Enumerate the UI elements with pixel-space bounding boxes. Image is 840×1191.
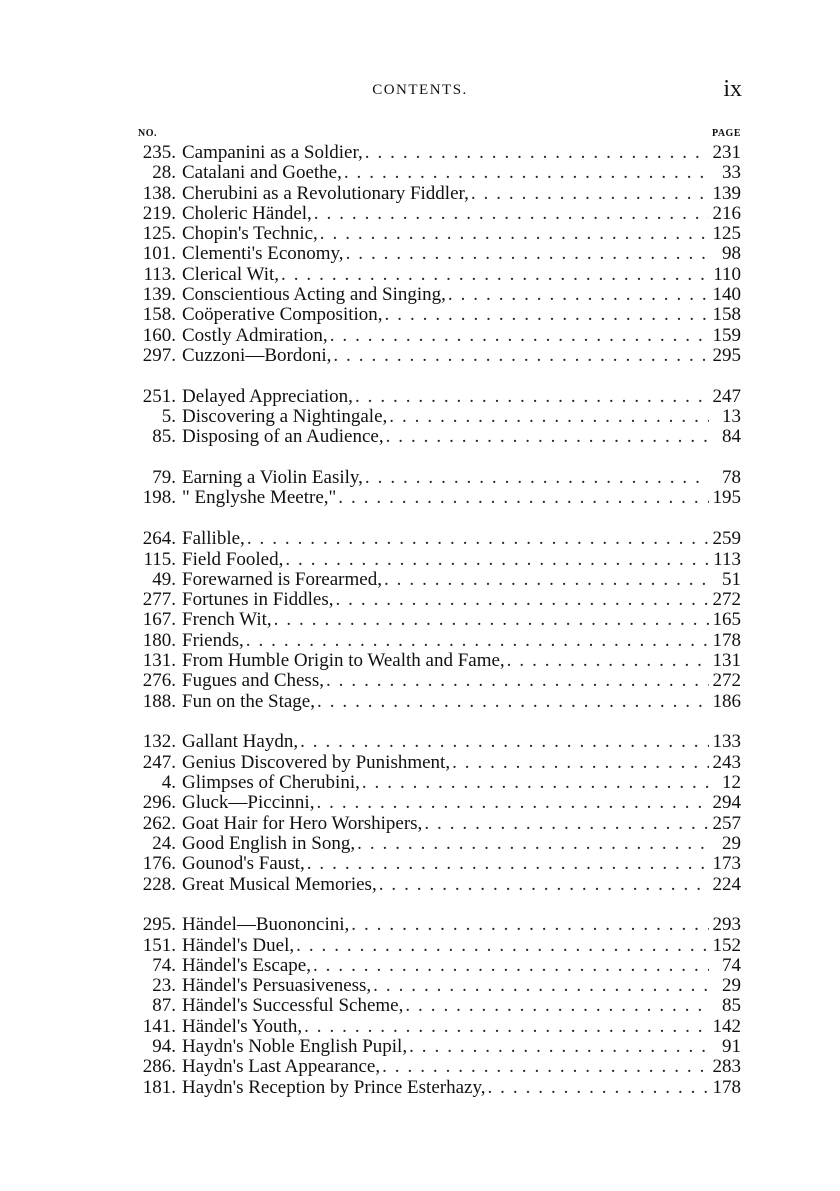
entry-number: 4.: [161, 772, 176, 794]
entry-page: 293: [712, 914, 741, 936]
toc-group: [134, 529, 741, 712]
entry-page: 158: [712, 304, 741, 326]
column-headings: [134, 128, 741, 142]
toc-entry: [134, 387, 741, 407]
entry-number: 151.: [142, 934, 176, 956]
entry-number: 87.: [152, 995, 176, 1017]
entry-title: Clerical Wit,: [182, 263, 280, 285]
toc-entry: [134, 875, 741, 895]
entry-page: 13: [722, 406, 741, 428]
toc-entry: [134, 244, 741, 264]
dot-leader: [314, 204, 709, 224]
dot-leader: [362, 773, 709, 793]
dot-leader: [384, 570, 709, 590]
toc-entry: [134, 488, 741, 508]
entry-number: 85.: [152, 426, 176, 448]
page-number: ix: [723, 76, 742, 102]
entry-page: 51: [722, 568, 741, 590]
toc-entry: [134, 793, 741, 813]
toc-entry: [134, 326, 741, 346]
entry-page: 12: [722, 772, 741, 794]
toc-entry: [134, 834, 741, 854]
entry-page: 243: [712, 751, 741, 773]
dot-leader: [351, 915, 709, 935]
dot-leader: [246, 631, 709, 651]
toc-entry: [134, 550, 741, 570]
dot-leader: [382, 1057, 709, 1077]
entry-number: 28.: [152, 162, 176, 184]
toc-entry: [134, 1078, 741, 1098]
dot-leader: [317, 692, 709, 712]
entry-title: Choleric Händel,: [182, 202, 312, 224]
entry-page: 294: [712, 792, 741, 814]
entry-page: 224: [712, 873, 741, 895]
entry-title: Cuzzoni—Bordoni,: [182, 344, 332, 366]
entry-number: 167.: [142, 609, 176, 631]
toc-entry: [134, 163, 741, 183]
toc-entry: [134, 814, 741, 834]
entry-page: 259: [712, 528, 741, 550]
entry-page: 283: [712, 1056, 741, 1078]
dot-leader: [365, 468, 709, 488]
entry-page: 29: [722, 975, 741, 997]
toc-entry: [134, 468, 741, 488]
entry-page: 78: [722, 467, 741, 489]
toc-entry: [134, 732, 741, 752]
dot-leader: [338, 488, 709, 508]
entry-title: Fugues and Chess,: [182, 670, 324, 692]
entry-number: 131.: [142, 650, 176, 672]
entry-number: 262.: [142, 812, 176, 834]
dot-leader: [313, 956, 709, 976]
dot-leader: [355, 387, 709, 407]
entry-title: Gounod's Faust,: [182, 853, 305, 875]
entry-title: Cherubini as a Revolutionary Fiddler,: [182, 182, 469, 204]
entry-page: 29: [722, 832, 741, 854]
toc-entry: [134, 956, 741, 976]
toc-entry: [134, 915, 741, 935]
entry-number: 101.: [142, 243, 176, 265]
entry-page: 98: [722, 243, 741, 265]
entry-number: 74.: [152, 954, 176, 976]
entry-number: 276.: [142, 670, 176, 692]
entry-number: 94.: [152, 1036, 176, 1058]
dot-leader: [386, 427, 709, 447]
dot-leader: [424, 814, 709, 834]
entry-title: Earning a Violin Easily,: [182, 467, 363, 489]
entry-number: 115.: [143, 548, 176, 570]
entry-title: Händel's Persuasiveness,: [182, 975, 372, 997]
entry-page: 152: [712, 934, 741, 956]
entry-page: 257: [712, 812, 741, 834]
toc-entry: [134, 996, 741, 1016]
entry-number: 160.: [142, 324, 176, 346]
entry-page: 33: [722, 162, 741, 184]
toc-entry: [134, 1057, 741, 1077]
dot-leader: [385, 305, 709, 325]
dot-leader: [320, 224, 709, 244]
dot-leader: [357, 834, 709, 854]
table-of-contents: [134, 143, 741, 1098]
toc-entry: [134, 1037, 741, 1057]
dot-leader: [365, 143, 709, 163]
dot-leader: [373, 976, 709, 996]
dot-leader: [247, 529, 709, 549]
toc-entry: [134, 671, 741, 691]
entry-title: Händel's Duel,: [182, 934, 295, 956]
toc-entry: [134, 610, 741, 630]
entry-page: 133: [712, 731, 741, 753]
entry-title: Good English in Song,: [182, 832, 356, 854]
page-column-label: PAGE: [711, 128, 741, 139]
entry-title: Fallible,: [182, 528, 245, 550]
entry-title: Händel's Escape,: [182, 954, 311, 976]
toc-entry: [134, 773, 741, 793]
entry-number: 251.: [142, 385, 176, 407]
entry-title: Field Fooled,: [182, 548, 284, 570]
toc-entry: [134, 204, 741, 224]
entry-number: 188.: [142, 690, 176, 712]
dot-leader: [274, 610, 709, 630]
entry-title: Haydn's Last Appearance,: [182, 1056, 381, 1078]
entry-title: Händel's Successful Scheme,: [182, 995, 404, 1017]
entry-number: 141.: [142, 1015, 176, 1037]
running-title: CONTENTS.: [372, 82, 468, 98]
entry-page: 195: [712, 487, 741, 509]
entry-number: 132.: [142, 731, 176, 753]
toc-group: [134, 143, 741, 366]
entry-title: French Wit,: [182, 609, 272, 631]
entry-page: 295: [712, 344, 741, 366]
entry-page: 272: [712, 589, 741, 611]
toc-entry: [134, 651, 741, 671]
toc-entry: [134, 1017, 741, 1037]
entry-title: Catalani and Goethe,: [182, 162, 342, 184]
dot-leader: [379, 875, 709, 895]
entry-number: 296.: [142, 792, 176, 814]
entry-number: 219.: [142, 202, 176, 224]
entry-page: 272: [712, 670, 741, 692]
entry-page: 142: [712, 1015, 741, 1037]
entry-title: Händel—Buononcini,: [182, 914, 350, 936]
toc-entry: [134, 407, 741, 427]
entry-page: 178: [712, 629, 741, 651]
entry-title: Forewarned is Forearmed,: [182, 568, 382, 590]
entry-number: 79.: [152, 467, 176, 489]
entry-title: Haydn's Reception by Prince Esterhazy,: [182, 1076, 486, 1098]
entry-page: 159: [712, 324, 741, 346]
toc-group: [134, 387, 741, 448]
entry-title: Clementi's Economy,: [182, 243, 344, 265]
entry-page: 131: [712, 650, 741, 672]
toc-entry: [134, 143, 741, 163]
dot-leader: [307, 854, 709, 874]
entry-number: 264.: [142, 528, 176, 550]
toc-entry: [134, 570, 741, 590]
entry-page: 140: [712, 284, 741, 306]
toc-entry: [134, 305, 741, 325]
entry-number: 5.: [161, 406, 176, 428]
toc-entry: [134, 976, 741, 996]
toc-entry: [134, 184, 741, 204]
entry-title: Chopin's Technic,: [182, 223, 318, 245]
entry-page: 74: [722, 954, 741, 976]
dot-leader: [285, 550, 709, 570]
entry-title: From Humble Origin to Wealth and Fame,: [182, 650, 505, 672]
entry-title: Genius Discovered by Punishment,: [182, 751, 451, 773]
toc-group: [134, 915, 741, 1098]
dot-leader: [326, 671, 709, 691]
toc-entry: [134, 346, 741, 366]
dot-leader: [487, 1078, 709, 1098]
toc-entry: [134, 224, 741, 244]
entry-number: 277.: [142, 589, 176, 611]
dot-leader: [304, 1017, 709, 1037]
entry-number: 286.: [142, 1056, 176, 1078]
entry-number: 228.: [142, 873, 176, 895]
entry-number: 297.: [142, 344, 176, 366]
dot-leader: [452, 753, 709, 773]
entry-page: 178: [712, 1076, 741, 1098]
entry-title: Fun on the Stage,: [182, 690, 315, 712]
dot-leader: [344, 163, 709, 183]
dot-leader: [316, 793, 709, 813]
entry-title: Discovering a Nightingale,: [182, 406, 388, 428]
dot-leader: [405, 996, 709, 1016]
toc-group: [134, 468, 741, 509]
entry-page: 186: [712, 690, 741, 712]
dot-leader: [448, 285, 709, 305]
entry-number: 180.: [142, 629, 176, 651]
entry-title: Great Musical Memories,: [182, 873, 377, 895]
dot-leader: [471, 184, 709, 204]
entry-title: Haydn's Noble English Pupil,: [182, 1036, 408, 1058]
toc-entry: [134, 529, 741, 549]
entry-number: 23.: [152, 975, 176, 997]
number-column-label: NO.: [138, 128, 157, 139]
dot-leader: [333, 346, 709, 366]
entry-title: Coöperative Composition,: [182, 304, 383, 326]
entry-title: " Englyshe Meetre,": [182, 487, 337, 509]
entry-title: Gallant Haydn,: [182, 731, 299, 753]
toc-entry: [134, 631, 741, 651]
entry-page: 173: [712, 853, 741, 875]
entry-title: Glimpses of Cherubini,: [182, 772, 360, 794]
entry-page: 110: [713, 263, 741, 285]
entry-number: 198.: [142, 487, 176, 509]
entry-page: 165: [712, 609, 741, 631]
toc-group: [134, 732, 741, 894]
entry-number: 158.: [142, 304, 176, 326]
entry-page: 231: [712, 142, 741, 163]
entry-title: Campanini as a Soldier,: [182, 142, 363, 163]
entry-title: Delayed Appreciation,: [182, 385, 353, 407]
toc-entry: [134, 265, 741, 285]
entry-page: 139: [712, 182, 741, 204]
toc-entry: [134, 590, 741, 610]
toc-entry: [134, 854, 741, 874]
entry-page: 216: [712, 202, 741, 224]
entry-number: 181.: [142, 1076, 176, 1098]
entry-title: Goat Hair for Hero Worshipers,: [182, 812, 423, 834]
entry-number: 235.: [142, 142, 176, 163]
dot-leader: [281, 265, 709, 285]
entry-number: 138.: [142, 182, 176, 204]
entry-page: 91: [722, 1036, 741, 1058]
dot-leader: [300, 732, 709, 752]
dot-leader: [507, 651, 709, 671]
entry-page: 85: [722, 995, 741, 1017]
entry-title: Friends,: [182, 629, 244, 651]
entry-number: 176.: [142, 853, 176, 875]
entry-page: 113: [713, 548, 741, 570]
entry-title: Fortunes in Fiddles,: [182, 589, 334, 611]
entry-title: Disposing of an Audience,: [182, 426, 384, 448]
entry-number: 295.: [142, 914, 176, 936]
entry-number: 125.: [142, 223, 176, 245]
toc-entry: [134, 753, 741, 773]
dot-leader: [335, 590, 709, 610]
toc-entry: [134, 427, 741, 447]
entry-page: 247: [712, 385, 741, 407]
dot-leader: [346, 244, 709, 264]
entry-title: Händel's Youth,: [182, 1015, 303, 1037]
dot-leader: [389, 407, 709, 427]
toc-entry: [134, 936, 741, 956]
entry-page: 125: [712, 223, 741, 245]
entry-number: 247.: [142, 751, 176, 773]
entry-title: Gluck—Piccinni,: [182, 792, 315, 814]
toc-entry: [134, 692, 741, 712]
toc-entry: [134, 285, 741, 305]
entry-number: 139.: [142, 284, 176, 306]
dot-leader: [296, 936, 709, 956]
dot-leader: [330, 326, 709, 346]
entry-number: 24.: [152, 832, 176, 854]
dot-leader: [409, 1037, 709, 1057]
entry-page: 84: [722, 426, 741, 448]
entry-title: Costly Admiration,: [182, 324, 328, 346]
entry-number: 49.: [152, 568, 176, 590]
running-head: [0, 78, 840, 108]
entry-title: Conscientious Acting and Singing,: [182, 284, 446, 306]
entry-number: 113.: [143, 263, 176, 285]
